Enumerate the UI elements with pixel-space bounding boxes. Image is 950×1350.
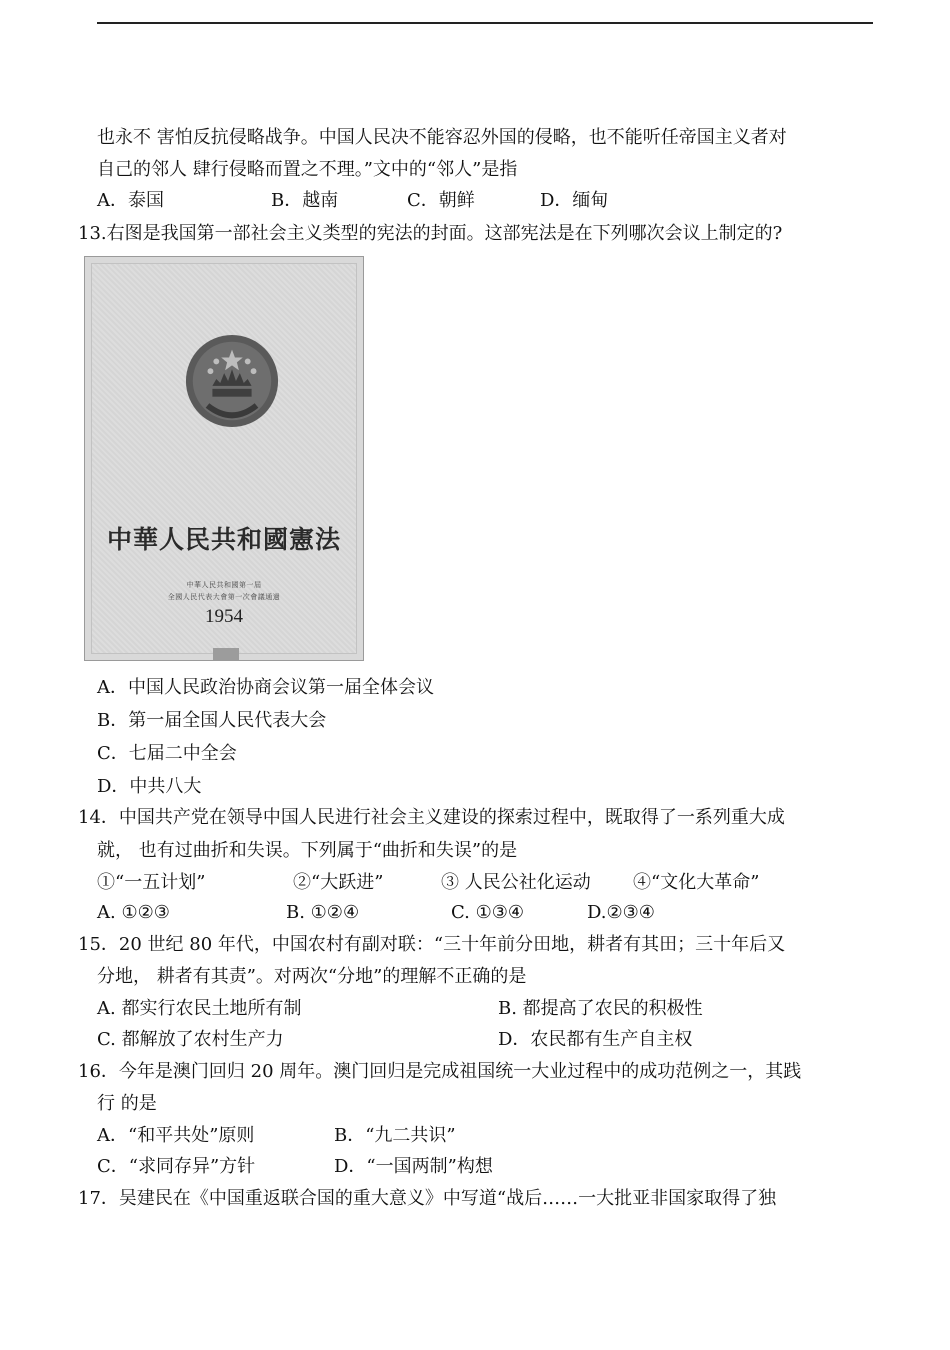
q14-item-2: ②“大跃进” xyxy=(293,872,384,893)
q15-option-d: D．农民都有生产自主权 xyxy=(498,1029,693,1050)
q14-option-b: B. ①②④ xyxy=(286,902,360,923)
q16-option-c: C．“求同存异”方针 xyxy=(97,1156,256,1177)
q14-item-1: ①“一五计划” xyxy=(97,872,206,893)
q16-stem-line-1: 16．今年是澳门回归 20 周年。澳门回归是完成祖国统一大业过程中的成功范例之一，其践 xyxy=(78,1061,802,1082)
q12-option-c: C．朝鲜 xyxy=(407,190,475,211)
intro-line-2: 自己的邻人 肆行侵略而置之不理。”文中的“邻人”是指 xyxy=(97,159,518,180)
cover-tab xyxy=(213,648,239,660)
q14-item-3: ③ 人民公社化运动 xyxy=(441,872,591,893)
q15-option-b: B. 都提高了农民的积极性 xyxy=(498,998,703,1019)
q14-item-4: ④“文化大革命” xyxy=(633,872,760,893)
constitution-cover-image xyxy=(84,256,364,661)
cover-frame xyxy=(91,263,357,654)
q12-option-b: B．越南 xyxy=(271,190,339,211)
q15-stem-line-1: 15．20 世纪 80 年代，中国农村有副对联：“三十年前分田地，耕者有其田；三十年后又 xyxy=(78,934,786,955)
q13-option-d: D．中共八大 xyxy=(97,776,202,797)
q16-stem-line-2: 行 的是 xyxy=(97,1093,157,1114)
q13-option-c: C．七届二中全会 xyxy=(97,743,237,764)
q13-option-a: A．中国人民政治协商会议第一届全体会议 xyxy=(97,677,434,698)
header-rule xyxy=(97,22,873,24)
cover-subtitle-line-1: 中華人民共和國第一屆 xyxy=(186,581,262,589)
q14-stem-line-2: 就， 也有过曲折和失误。下列属于“曲折和失误”的是 xyxy=(97,840,518,861)
q16-option-b: B．“九二共识” xyxy=(334,1125,456,1146)
q12-option-d: D．缅甸 xyxy=(540,190,609,211)
q16-option-d: D．“一国两制”构想 xyxy=(334,1156,493,1177)
cover-title: 中華人民共和國憲法 xyxy=(106,525,341,554)
q14-stem-line-1: 14．中国共产党在领导中国人民进行社会主义建设的探索过程中，既取得了一系列重大成 xyxy=(78,807,785,828)
intro-line-1: 也永不 害怕反抗侵略战争。中国人民决不能容忍外国的侵略，也不能听任帝国主义者对 xyxy=(97,127,787,148)
q15-option-c: C. 都解放了农村生产力 xyxy=(97,1029,284,1050)
q13-option-b: B．第一届全国人民代表大会 xyxy=(97,710,327,731)
q17-stem: 17．吴建民在《中国重返联合国的重大意义》中写道“战后……一大批亚非国家取得了独 xyxy=(78,1188,777,1209)
q14-option-d: D.②③④ xyxy=(587,902,655,923)
national-emblem-icon xyxy=(183,332,281,430)
q14-option-a: A. ①②③ xyxy=(97,902,170,923)
cover-year: 1954 xyxy=(205,606,243,627)
q16-option-a: A．“和平共处”原则 xyxy=(97,1125,255,1146)
q13-stem: 13.右图是我国第一部社会主义类型的宪法的封面。这部宪法是在下列哪次会议上制定的? xyxy=(78,223,783,244)
q12-option-a: A．泰国 xyxy=(97,190,164,211)
cover-subtitle-line-2: 全國人民代表大會第一次會議通過 xyxy=(167,593,281,601)
q14-option-c: C. ①③④ xyxy=(451,902,524,923)
q15-option-a: A. 都实行农民土地所有制 xyxy=(97,998,302,1019)
q15-stem-line-2: 分地， 耕者有其责”。对两次“分地”的理解不正确的是 xyxy=(97,966,527,987)
